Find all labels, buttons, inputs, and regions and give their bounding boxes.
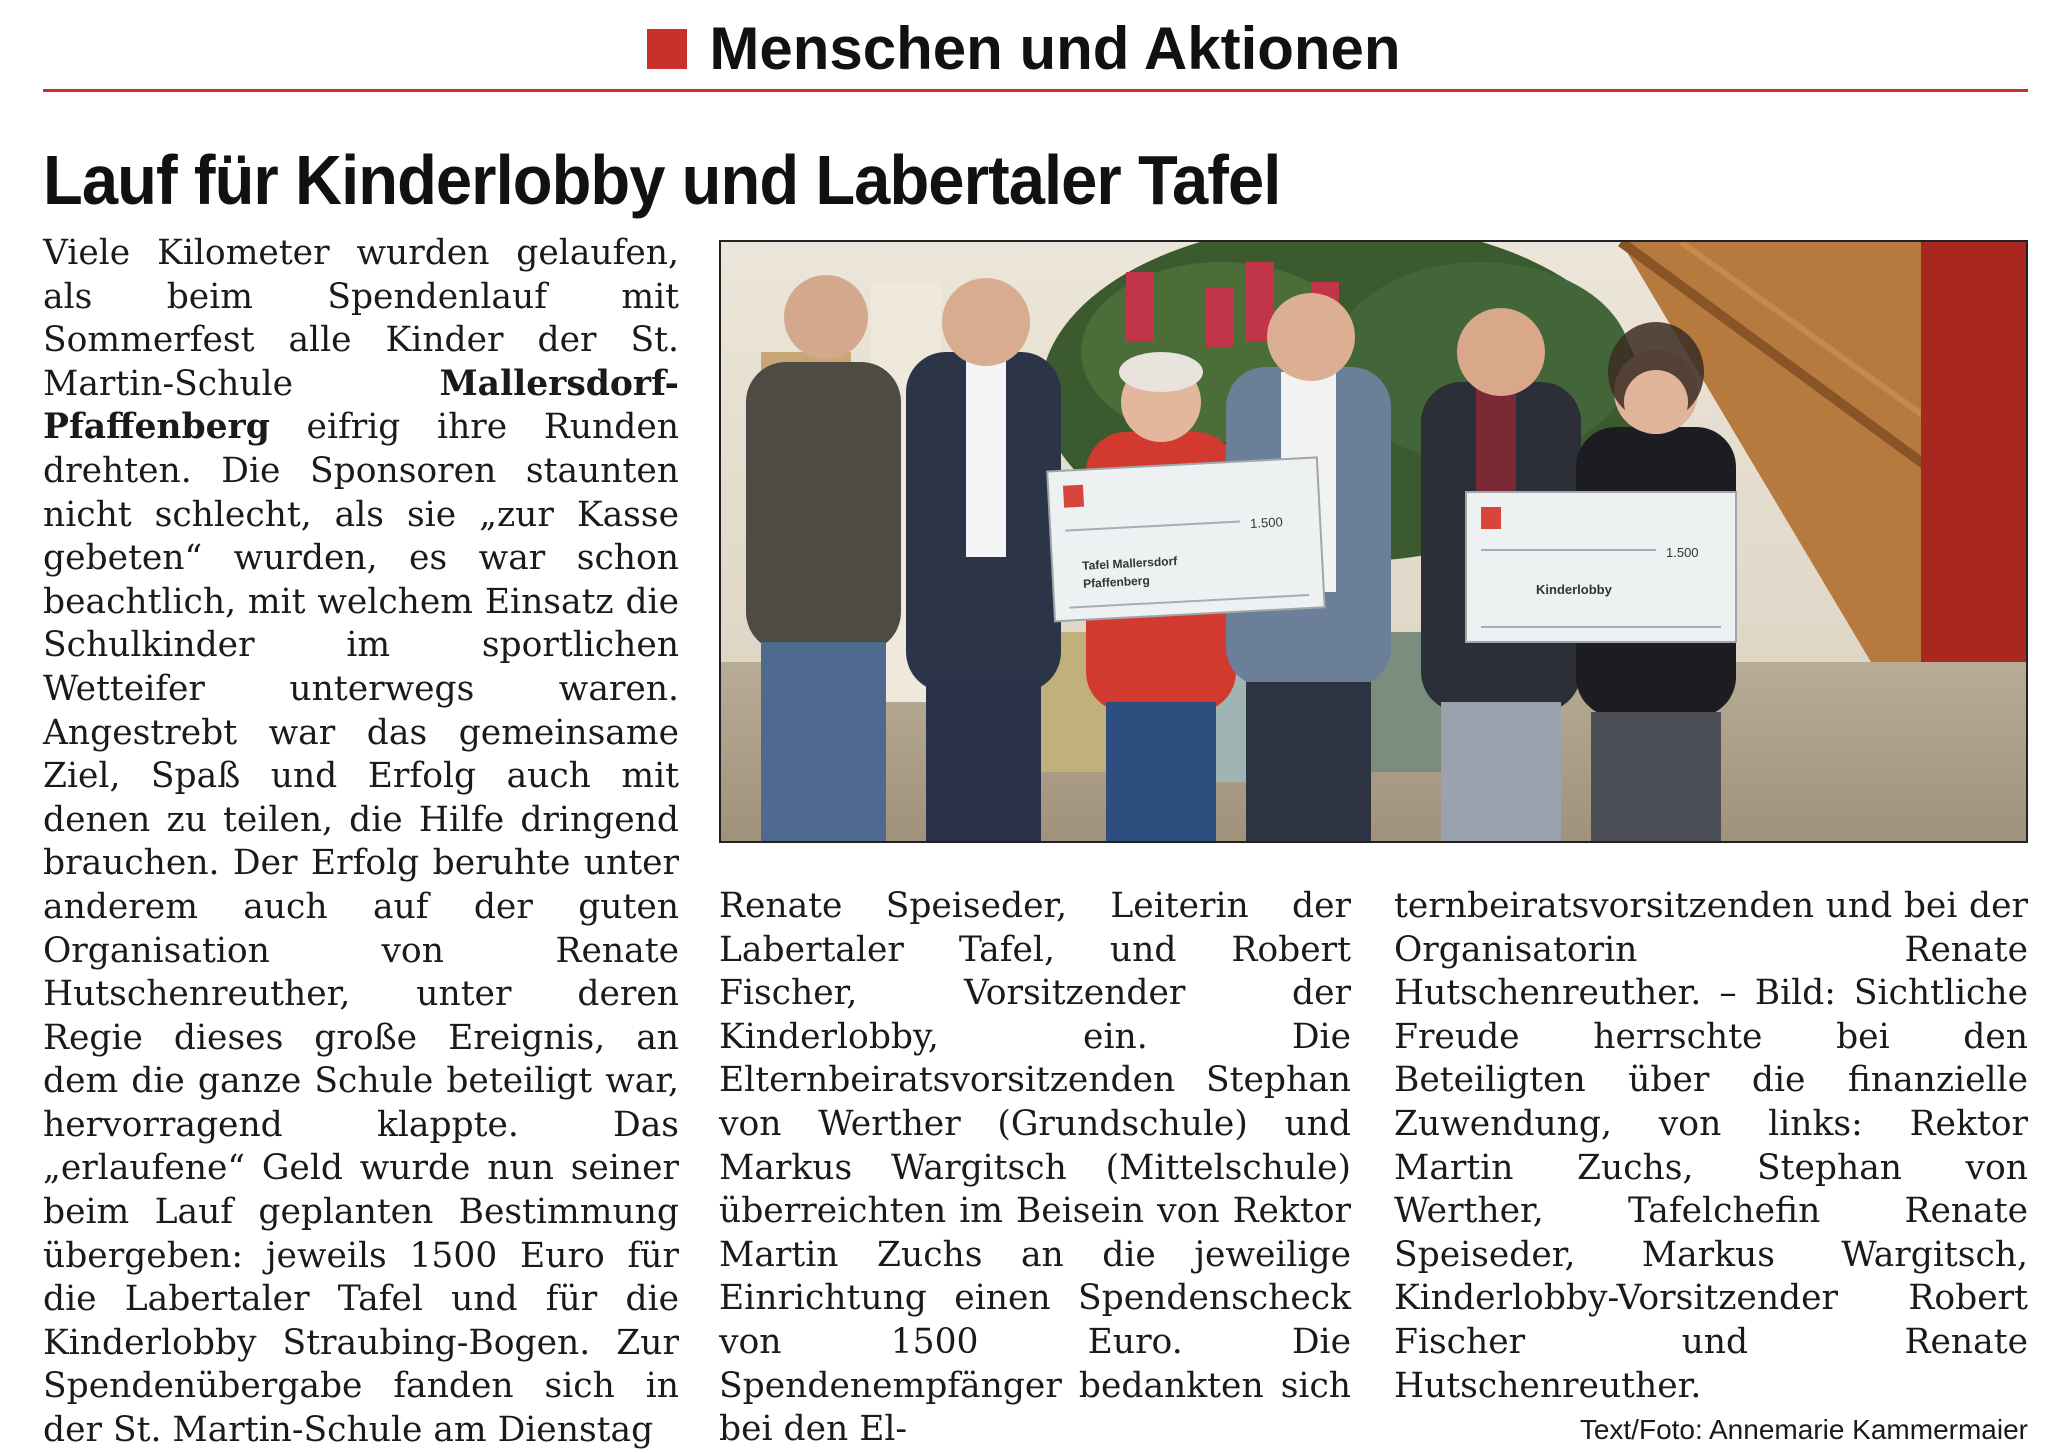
person-2 (906, 278, 1061, 843)
section-header (0, 14, 2048, 84)
cheque-payee: Pfaffenberg (1082, 573, 1151, 591)
donation-cheque-left (1047, 457, 1324, 621)
article-column-3 (1394, 885, 2028, 1452)
cheque-amount: 1.500 (1666, 545, 1699, 560)
article-column-1 (43, 232, 679, 1453)
photo-credit: Text/Foto: Annemarie Kammermaier (1579, 1414, 2028, 1446)
section-divider (43, 89, 2028, 92)
cheque-amount: 1.500 (1249, 514, 1284, 531)
cheque-payee: Kinderlobby (1536, 582, 1612, 597)
place-name: Mallersdorf-Pfaffenberg (43, 363, 679, 448)
article-photo (719, 240, 2028, 843)
article-text: ternbeiratsvorsitzenden und bei der Organisatorin Renate Hutschenreuther. – Bild: Sichtliche Freude herrschte bei den Beteiligten über die finanzielle Zuwendung, von links: Rektor Martin Zuchs, Stephan von Werther, Tafelchefin Renate Speiseder, Markus Wargitsch, Kinderlobby-Vorsitzender Robert Fischer und Renate Hutschenreuther. (1394, 886, 2028, 1406)
section-title: Menschen und Aktionen (709, 15, 1401, 82)
article-headline: Lauf für Kinderlobby und Labertaler Tafel (43, 141, 1281, 219)
section-marker (647, 29, 687, 69)
article-text: eifrig ihre Runden drehten. Die Sponsoren staunten nicht schlecht, als sie „zur Kasse gebeten“ wurden, es war schon beachtlich, mit welchem Einsatz die Schulkinder im sportlichen Wetteifer unterwegs waren. Angestrebt war das gemeinsame Ziel, Spaß und Erfolg auch mit denen zu teilen, die Hilfe dringend brauchen. Der Erfolg beruhte unter anderem auch auf der guten Organisation von Renate Hutschenreuther, unter deren Regie dieses große Ereignis, an dem die ganze Schule beteiligt war, hervorragend klappte. Das „erlaufene“ Geld wurde nun seiner beim Lauf geplanten Bestimmung übergeben: jeweils 1500 Euro für die Labertaler Tafel und für die Kinderlobby Straubing-Bogen. Zur Spendenübergabe fanden sich in der St. Martin-Schule am Dienstag (43, 407, 679, 1451)
article-column-2 (719, 885, 1351, 1452)
article-text: Viele Kilometer wurden gelaufen, als beim Spendenlauf mit Sommerfest alle Kinder der St. Martin-Schule (43, 233, 679, 404)
cheque-payee: Tafel Mallersdorf (1081, 553, 1178, 573)
article-text: Renate Speiseder, Leiterin der Labertaler Tafel, und Robert Fischer, Vorsitzender der Kinderlobby, ein. Die Elternbeiratsvorsitzenden Stephan von Werther (Grundschule) und Markus Wargitsch (Mittelschule) überreichten im Beisein von Rektor Martin Zuchs an die jeweilige Einrichtung einen Spendenscheck von 1500 Euro. Die Spendenempfänger bedankten sich bei den El- (719, 886, 1351, 1450)
donation-cheque-right (1466, 492, 1736, 642)
